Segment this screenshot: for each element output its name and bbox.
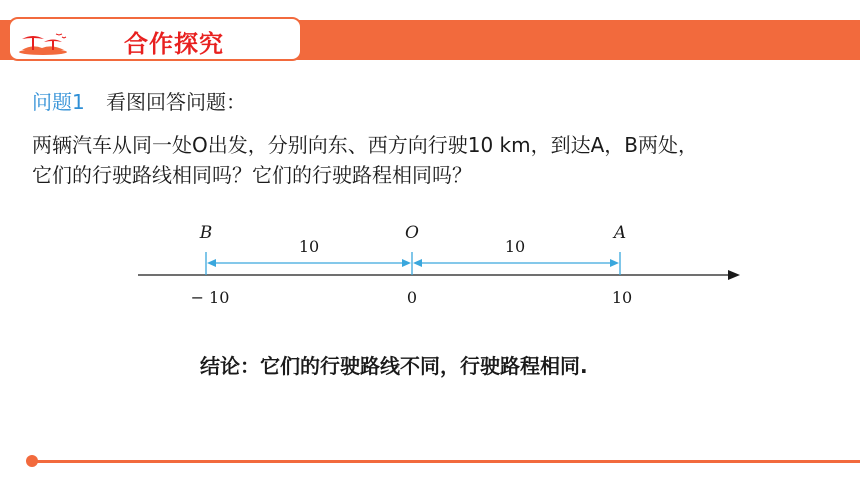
section-title: 合作探究 xyxy=(124,30,224,58)
problem-prompt: 看图回答问题： xyxy=(106,90,246,114)
tick-label-o: 0 xyxy=(406,288,418,307)
distance-label-left: 10 xyxy=(298,237,320,256)
problem-line-1: 两辆汽车从同一处O出发，分别向东、西方向行驶10 km，到达A，B两处， xyxy=(32,133,699,157)
point-label-a: A xyxy=(613,223,627,243)
distance-label-right: 10 xyxy=(504,237,526,256)
tick-label-a: 10 xyxy=(611,288,633,307)
point-label-o: O xyxy=(405,223,419,243)
axis-arrow-icon xyxy=(728,270,740,280)
problem-text xyxy=(32,130,852,190)
conclusion-text: 结论：它们的行驶路线不同，行驶路程相同. xyxy=(200,354,588,378)
footer-line xyxy=(32,460,860,463)
footer-dot xyxy=(26,455,38,467)
point-label-b: B xyxy=(199,223,213,243)
problem-line-2: 它们的行驶路线相同吗？它们的行驶路程相同吗？ xyxy=(32,163,472,187)
problem-label: 问题1 xyxy=(32,90,85,114)
arrowhead-left-start-icon xyxy=(207,259,216,267)
tick-label-b: − 10 xyxy=(190,288,230,307)
arrowhead-right-end-icon xyxy=(610,259,619,267)
arrowhead-right-start-icon xyxy=(413,259,422,267)
number-line-figure xyxy=(130,214,750,314)
arrowhead-left-end-icon xyxy=(402,259,411,267)
savanna-landscape-icon xyxy=(16,30,70,56)
